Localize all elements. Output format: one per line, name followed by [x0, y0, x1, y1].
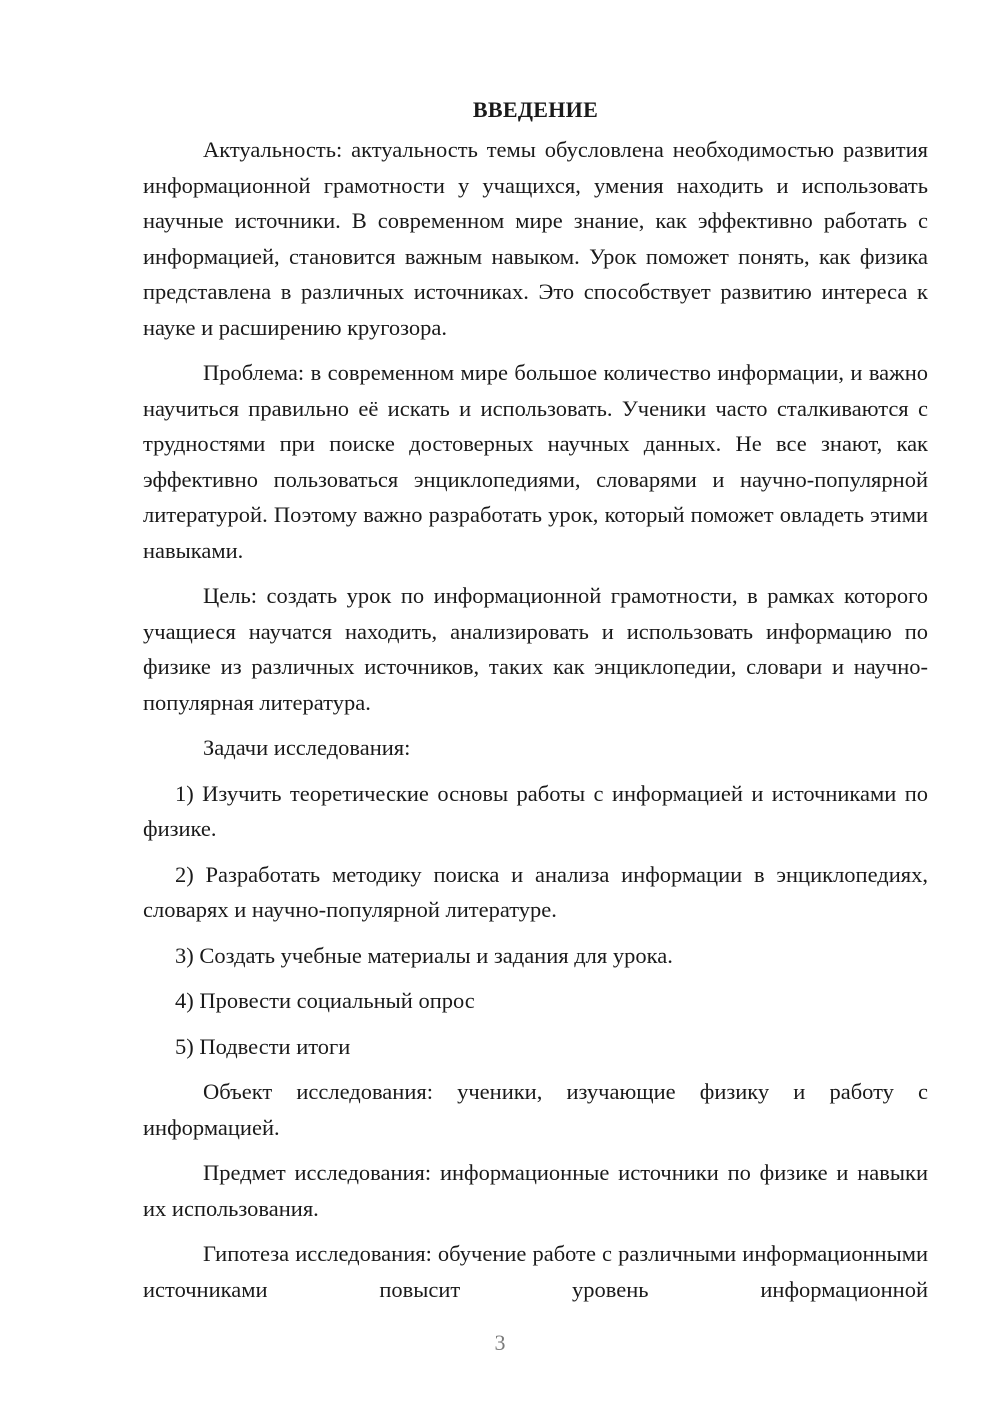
- paragraph-relevance: Актуальность: актуальность темы обусловлена необходимостью развития информационной грамотности у учащихся, умения находить и использовать научные источники. В современном мире знание, как эффективно работать с информацией, становится важным навыком. Урок поможет понять, как физика представлена в различных источниках. Это способствует развитию интереса к науке и расширению кругозора.: [143, 137, 928, 340]
- paragraph-object: Объект исследования: ученики, изучающие физику и работу с информацией.: [143, 1079, 928, 1140]
- list-item: 3) Создать учебные материалы и задания для урока.: [175, 942, 673, 968]
- list-item: 4) Провести социальный опрос: [175, 988, 475, 1013]
- document-page: [143, 92, 928, 1317]
- paragraph-hypothesis: Гипотеза исследования: обучение работе с различными информационными источниками повысит уровень информационной: [143, 1241, 928, 1302]
- document-title: ВВЕДЕНИЕ: [472, 97, 599, 122]
- tasks-list: [143, 776, 928, 1065]
- page-number: 3: [494, 1330, 506, 1355]
- tasks-heading: Задачи исследования:: [203, 735, 411, 760]
- paragraph-goal: Цель: создать урок по информационной грамотности, в рамках которого учащиеся научатся находить, анализировать и использовать информацию по физике из различных источников, таких как энциклопедии, словари и научно-популярная литература.: [143, 583, 928, 715]
- list-item: 2) Разработать методику поиска и анализа информации в энциклопедиях, словарях и научно-популярной литературе.: [143, 861, 928, 922]
- list-item: 1) Изучить теоретические основы работы с информацией и источниками по физике.: [143, 780, 928, 841]
- paragraph-subject: Предмет исследования: информационные источники по физике и навыки их использования.: [143, 1160, 928, 1221]
- paragraph-problem: Проблема: в современном мире большое количество информации, и важно научиться правильно её искать и использовать. Ученики часто сталкиваются с трудностями при поиске достоверных научных данных. Не все знают, как эффективно пользоваться энциклопедиями, словарями и научно-популярной литературой. Поэтому важно разработать урок, который поможет овладеть этими навыками.: [143, 360, 928, 563]
- list-item: 5) Подвести итоги: [175, 1033, 351, 1059]
